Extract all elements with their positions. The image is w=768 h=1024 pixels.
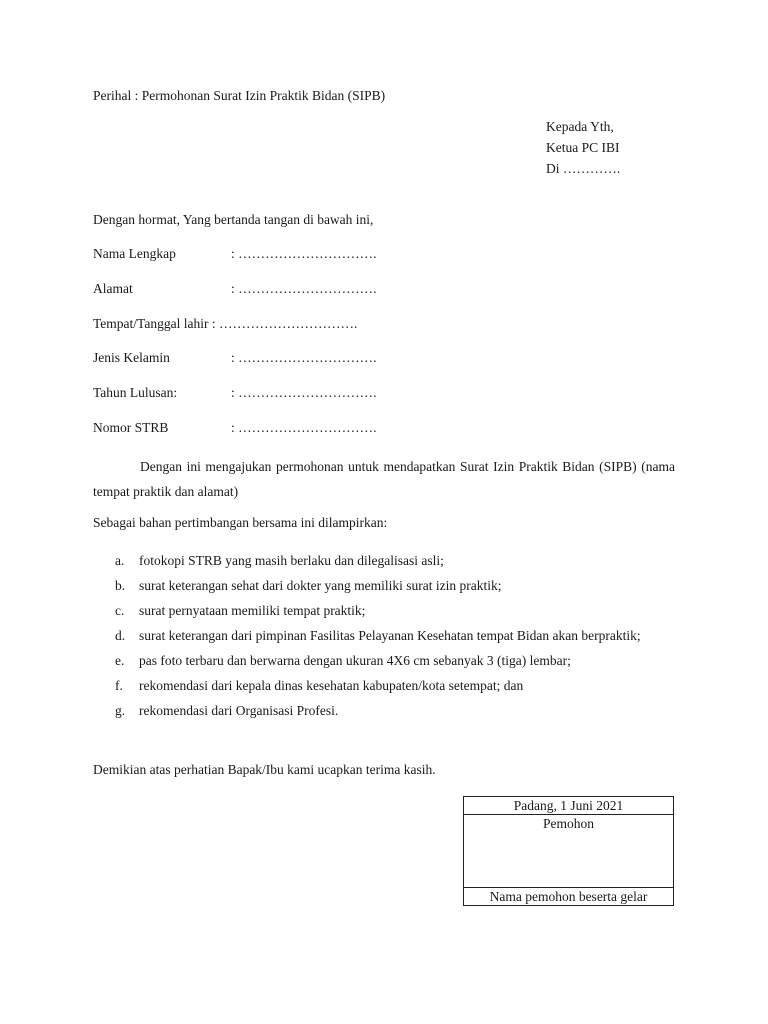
subject-line: Perihal : Permohonan Surat Izin Praktik Bidan (SIPB)	[93, 88, 386, 103]
list-letter: g.	[115, 703, 126, 718]
field-value: : ………………………….	[231, 420, 377, 435]
list-item	[115, 598, 675, 623]
list-letter: f.	[115, 678, 123, 693]
list-item	[115, 698, 675, 723]
field-value: : ………………………….	[211, 316, 358, 331]
list-item	[115, 648, 675, 673]
field-label: Tempat/Tanggal lahir	[93, 316, 209, 331]
list-item	[115, 673, 675, 698]
list-text: surat pernyataan memiliki tempat praktik;	[139, 603, 366, 618]
list-text: pas foto terbaru dan berwarna dengan ukuran 4X6 cm sebanyak 3 (tiga) lembar;	[139, 653, 571, 668]
field-row-jenis-kelamin	[93, 350, 377, 366]
list-letter: e.	[115, 653, 125, 668]
signature-name-placeholder: Nama pemohon beserta gelar	[464, 887, 673, 905]
attachments-intro: Sebagai bahan pertimbangan bersama ini dilampirkan:	[93, 515, 388, 530]
list-item	[115, 623, 675, 648]
addressee-line: Di ………….	[546, 161, 621, 176]
list-letter: c.	[115, 603, 125, 618]
addressee-line: Kepada Yth,	[546, 119, 614, 134]
field-row-tahun-lulusan	[93, 385, 377, 401]
list-item	[115, 573, 675, 598]
field-row-nomor-strb	[93, 420, 377, 436]
signature-box	[463, 796, 674, 906]
greeting: Dengan hormat, Yang bertanda tangan di bawah ini,	[93, 212, 374, 227]
list-text: surat keterangan sehat dari dokter yang memiliki surat izin praktik;	[139, 578, 502, 593]
field-row-alamat	[93, 281, 377, 297]
field-row-tempat-tanggal-lahir	[93, 316, 357, 332]
request-paragraph: Dengan ini mengajukan permohonan untuk mendapatkan Surat Izin Praktik Bidan (SIPB) (nama tempat praktik dan alamat)	[93, 459, 675, 499]
list-text: surat keterangan dari pimpinan Fasilitas Pelayanan Kesehatan tempat Bidan akan berpraktik;	[139, 628, 641, 643]
list-text: rekomendasi dari kepala dinas kesehatan kabupaten/kota setempat; dan	[139, 678, 524, 693]
field-label: Alamat	[93, 281, 133, 296]
field-value: : ………………………….	[231, 385, 377, 400]
list-letter: a.	[115, 553, 125, 568]
list-letter: b.	[115, 578, 126, 593]
addressee-block	[546, 116, 620, 179]
field-label: Nama Lengkap	[93, 246, 176, 261]
signature-place-date: Padang, 1 Juni 2021	[464, 797, 673, 815]
signature-role: Pemohon	[542, 816, 594, 831]
field-value: : ………………………….	[231, 350, 377, 365]
list-text: rekomendasi dari Organisasi Profesi.	[139, 703, 339, 718]
attachments-list	[115, 548, 675, 723]
field-label: Tahun Lulusan:	[93, 385, 178, 400]
field-value: : ………………………….	[231, 246, 377, 261]
list-text: fotokopi STRB yang masih berlaku dan dilegalisasi asli;	[139, 553, 444, 568]
field-row-nama	[93, 246, 377, 262]
closing-line: Demikian atas perhatian Bapak/Ibu kami ucapkan terima kasih.	[93, 762, 436, 777]
field-label: Nomor STRB	[93, 420, 169, 435]
field-value: : ………………………….	[231, 281, 377, 296]
addressee-line: Ketua PC IBI	[546, 140, 620, 155]
list-item	[115, 548, 675, 573]
field-label: Jenis Kelamin	[93, 350, 170, 365]
list-letter: d.	[115, 628, 126, 643]
